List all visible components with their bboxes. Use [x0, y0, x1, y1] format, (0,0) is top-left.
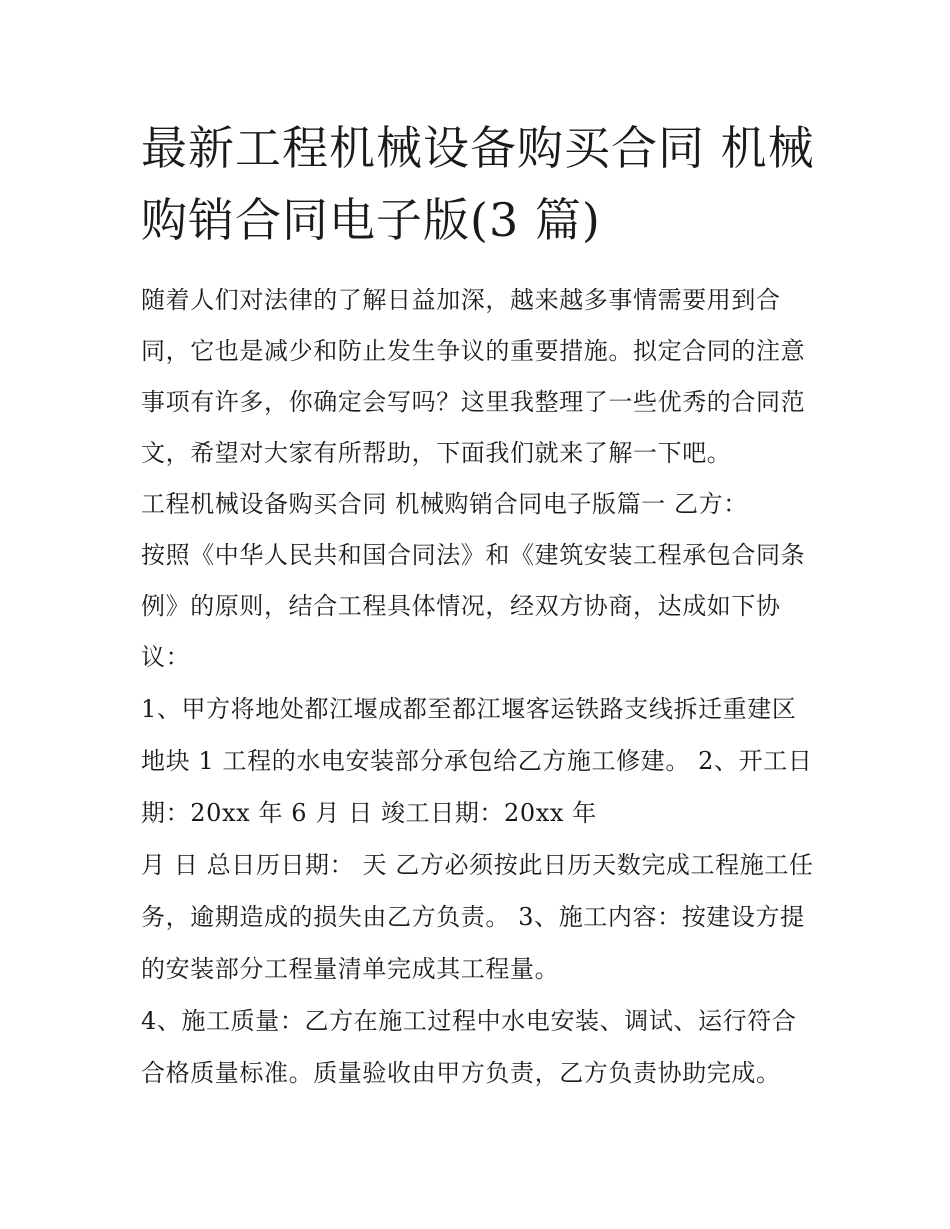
clause-2-3-paragraph: 月 日 总日历日期： 天 乙方必须按此日历天数完成工程施工任务，逾期造成的损失由乙方负责。 3、施工内容：按建设方提的安装部分工程量清单完成其工程量。 — [141, 851, 814, 983]
intro-paragraph: 随着人们对法律的了解日益加深，越来越多事情需要用到合同，它也是减少和防止发生争议的重要措施。拟定合同的注意事项有许多，你确定会写吗？这里我整理了一些优秀的合同范文，希望对大家有所帮助，下面我们就来了解一下吧。 — [141, 286, 806, 467]
section-heading-paragraph: 工程机械设备购买合同 机械购销合同电子版篇一 乙方： — [141, 490, 748, 518]
preamble-paragraph: 按照《中华人民共和国合同法》和《建筑安装工程承包合同条例》的原则，结合工程具体情况，经双方协商，达成如下协议： — [141, 541, 806, 671]
document-title: 最新工程机械设备购买合同 机械购销合同电子版(3 篇) — [141, 121, 815, 247]
clause-1-2-paragraph: 1、甲方将地处都江堰成都至都江堰客运铁路支线拆迁重建区地块 1 工程的水电安装部分承包给乙方施工修建。 2、开工日期：20xx 年 6 月 日 竣工日期：20xx 年 — [141, 695, 813, 827]
document-page — [141, 112, 821, 1099]
clause-4-paragraph: 4、施工质量：乙方在施工过程中水电安装、调试、运行符合合格质量标准。质量验收由甲方负责，乙方负责协助完成。 — [141, 1007, 797, 1087]
